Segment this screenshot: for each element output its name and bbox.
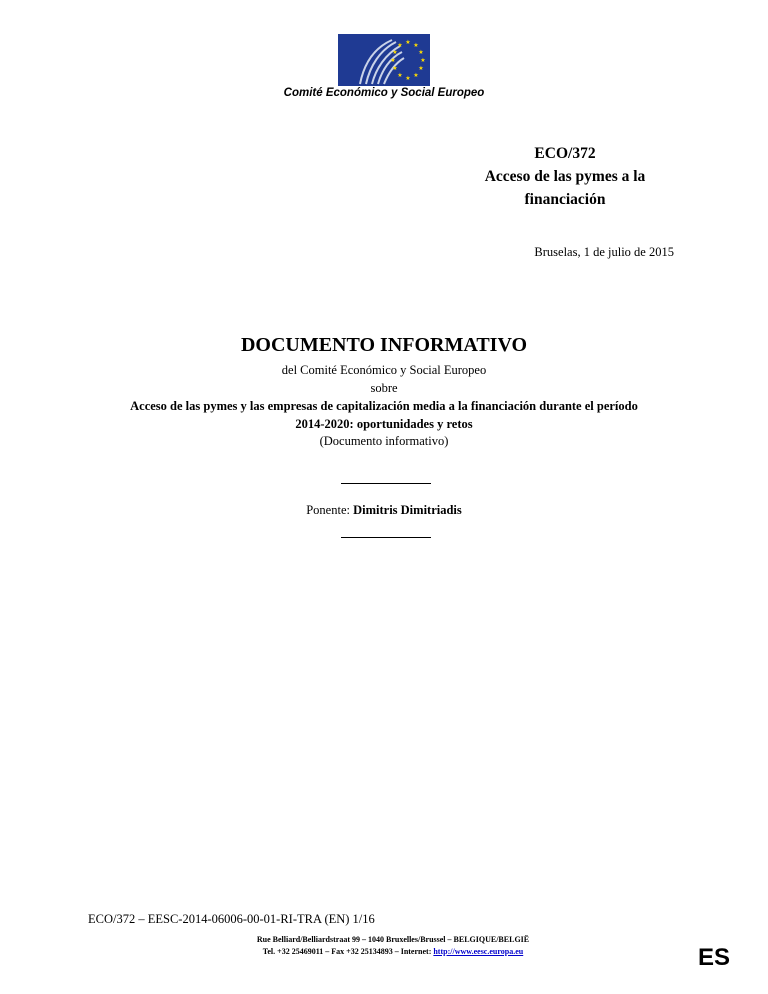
document-subject-line2: 2014-2020: oportunidades y retos xyxy=(295,417,473,431)
separator-rule-top xyxy=(341,483,431,484)
document-about: sobre xyxy=(370,381,398,395)
svg-text:★: ★ xyxy=(392,65,398,72)
svg-text:★: ★ xyxy=(392,49,398,56)
footer-address: Rue Belliard/Belliardstraat 99 – 1040 Bruxelles/Brussel – BELGIQUE/BELGIË xyxy=(256,935,530,944)
svg-text:★: ★ xyxy=(405,75,411,82)
svg-text:★: ★ xyxy=(413,42,419,49)
organization-name: Comité Económico y Social Europeo xyxy=(283,87,485,99)
reference-block xyxy=(455,142,675,211)
svg-text:★: ★ xyxy=(397,72,403,79)
separator-rule-bottom xyxy=(341,537,431,538)
reference-title-line1: Acceso de las pymes a la xyxy=(484,168,646,185)
eesc-logo xyxy=(338,34,430,86)
footer-contact-text: Tel. +32 25469011 – Fax +32 25134893 – Internet: xyxy=(262,947,434,956)
svg-text:★: ★ xyxy=(413,72,419,79)
rapporteur-label: Ponente: xyxy=(306,503,354,517)
reference-code: ECO/372 xyxy=(534,145,596,162)
reference-title-line2: financiación xyxy=(524,191,606,208)
svg-text:★: ★ xyxy=(405,39,411,46)
footer-contact xyxy=(0,947,768,956)
svg-text:★: ★ xyxy=(390,57,396,64)
rapporteur-name: Dimitris Dimitriadis xyxy=(353,503,462,517)
rapporteur xyxy=(0,503,768,518)
document-date: Bruselas, 1 de julio de 2015 xyxy=(534,245,674,259)
svg-text:★: ★ xyxy=(418,49,424,56)
svg-text:★: ★ xyxy=(418,65,424,72)
document-from: del Comité Económico y Social Europeo xyxy=(281,363,487,377)
footer-website-link[interactable]: http://www.eesc.europa.eu xyxy=(433,947,524,956)
svg-text:★: ★ xyxy=(397,42,403,49)
document-type: (Documento informativo) xyxy=(319,434,449,448)
svg-text:★: ★ xyxy=(420,57,426,64)
document-title: DOCUMENTO INFORMATIVO xyxy=(240,334,528,356)
document-subject-line1: Acceso de las pymes y las empresas de capitalización media a la financiación durante el período xyxy=(130,399,638,413)
footer-document-reference: ECO/372 – EESC-2014-06006-00-01-RI-TRA (EN) 1/16 xyxy=(88,912,375,926)
language-code: ES xyxy=(698,944,731,971)
